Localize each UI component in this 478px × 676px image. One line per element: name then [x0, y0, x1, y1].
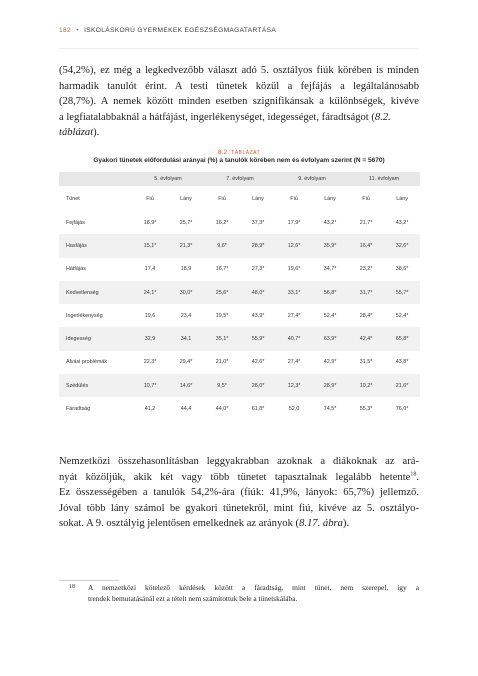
value-cell: 14,6* — [179, 382, 193, 389]
paragraph-line: harmadik tanulót érint. A testi tünetek közül a fejfájás a legáltalánosabb — [59, 80, 419, 92]
value-cell: 10,7* — [143, 382, 157, 389]
footnote-line: trendek bemutatásánál ezt a tételt nem számítottuk bele a tünetskálába. — [88, 594, 298, 604]
value-cell: 55,7* — [395, 289, 409, 296]
value-cell: 27,4* — [287, 312, 301, 319]
footnote-line: A nemzetközi kötelező kérdések között a fáradtság, mint tünet, nem szerepel, így a — [88, 583, 419, 592]
grade-header-5: 5. évfolyam — [132, 172, 204, 186]
value-cell: 32,9 — [144, 336, 156, 343]
table-corner — [59, 172, 132, 186]
running-head — [59, 27, 439, 34]
value-cell: 52,4* — [323, 312, 337, 319]
value-cell: 32,6* — [395, 242, 409, 249]
value-cell: 43,2* — [395, 219, 409, 226]
value-cell: 42,4* — [359, 336, 373, 343]
table-body — [59, 211, 420, 421]
table-caption — [59, 149, 419, 164]
value-cell: 21,3* — [179, 242, 193, 249]
value-cell: 65,8* — [395, 336, 409, 343]
table-row — [59, 258, 420, 281]
sex-header-boy: Fiú — [362, 195, 370, 202]
table-reference: 8.2. táblázat — [59, 111, 391, 138]
grade-header-11: 11. évfolyam — [348, 172, 420, 186]
table-row — [59, 351, 420, 374]
table-row — [59, 234, 420, 257]
figure-reference: 8.17. ábra — [299, 518, 343, 529]
sex-header-boy: Fiú — [146, 195, 154, 202]
value-cell: 63,9* — [323, 336, 337, 343]
value-cell: 52,4* — [395, 312, 409, 319]
value-cell: 41,2 — [144, 406, 156, 413]
symptom-label: Idegesség — [66, 336, 91, 343]
value-cell: 9,6* — [217, 242, 227, 249]
value-cell: 25,6* — [215, 289, 229, 296]
value-cell: 22,3* — [143, 359, 157, 366]
value-cell: 27,4* — [287, 359, 301, 366]
value-cell: 16,2* — [215, 219, 229, 226]
value-cell: 43,8* — [395, 359, 409, 366]
value-cell: 23,4 — [180, 312, 192, 319]
value-cell: 26,0* — [251, 382, 265, 389]
value-cell: 33,1* — [287, 289, 301, 296]
value-cell: 12,3* — [287, 382, 301, 389]
table-number: 8.2. TÁBLÁZAT — [217, 149, 261, 156]
symptom-label: Kedvetlenség — [66, 289, 99, 296]
value-cell: 16,7* — [215, 266, 229, 273]
grade-header-9: 9. évfolyam — [276, 172, 348, 186]
value-cell: 37,3* — [251, 219, 265, 226]
value-cell: 28,9* — [251, 242, 265, 249]
value-cell: 18,9* — [143, 219, 157, 226]
value-cell: 42,6* — [251, 359, 265, 366]
footnote-divider — [59, 580, 119, 581]
value-cell: 38,6* — [395, 266, 409, 273]
value-cell: 35,9* — [323, 242, 337, 249]
page-number: 182 — [59, 27, 72, 34]
sex-header-girl: Lány — [252, 195, 264, 202]
symptom-label: Ingerlékenység — [66, 312, 103, 319]
symptom-label: Fejfájás — [66, 219, 85, 226]
symptom-label: Szédülés — [66, 382, 89, 389]
value-cell: 43,9* — [251, 312, 265, 319]
paragraph-line: sokat. A 9. osztályig jelentősen emelkednek az arányok (8.17. ábra). — [59, 518, 350, 529]
symptom-label: Alvási problémák — [66, 359, 108, 366]
sex-header-boy: Fiú — [290, 195, 298, 202]
value-cell: 61,8* — [251, 406, 265, 413]
value-cell: 74,5* — [323, 406, 337, 413]
value-cell: 15,1* — [143, 242, 157, 249]
body-paragraph-1 — [59, 63, 419, 141]
paragraph-line: Jóval több lány számol be gyakori tünetekről, mint fiú, kivéve az 5. osztályo- — [59, 502, 419, 514]
value-cell: 43,2* — [323, 219, 337, 226]
value-cell: 28,4* — [359, 312, 373, 319]
value-cell: 19,6* — [287, 266, 301, 273]
footnote-number: 18 — [69, 584, 75, 590]
value-cell: 21,0* — [215, 359, 229, 366]
value-cell: 40,7* — [287, 336, 301, 343]
table-row — [59, 281, 420, 304]
sex-header-boy: Fiú — [218, 195, 226, 202]
body-paragraph-2 — [59, 454, 419, 532]
value-cell: 23,2* — [359, 266, 373, 273]
value-cell: 48,0* — [251, 289, 265, 296]
value-cell: 29,4* — [179, 359, 193, 366]
table-row — [59, 211, 420, 234]
grade-header-7: 7. évfolyam — [204, 172, 276, 186]
value-cell: 44,0* — [215, 406, 229, 413]
value-cell: 34,1 — [180, 336, 192, 343]
table-title: Gyakori tünetek előfordulási arányai (%) a tanulók körében nem és évfolyam szerint (N = 5670) — [93, 157, 385, 164]
value-cell: 55,9* — [251, 336, 265, 343]
table-row — [59, 374, 420, 397]
symptom-column-header: Tünet — [66, 195, 80, 202]
paragraph-line: a legfiatalabbaknál a hátfájást, ingerlékenységet, idegességet, fáradtságot (8.2. táblázat). — [59, 111, 391, 138]
footnote-reference: 18 — [410, 470, 417, 477]
value-cell: 18,9 — [180, 266, 192, 273]
symptom-label: Fáradtság — [66, 406, 91, 413]
value-cell: 9,5* — [217, 382, 227, 389]
value-cell: 19,6 — [144, 312, 156, 319]
paragraph-line: (54,2%), ez még a legkedvezőbb választ adó 5. osztályos fiúk körében is minden — [59, 65, 419, 76]
symptom-table — [59, 172, 420, 421]
value-cell: 16,4* — [359, 242, 373, 249]
value-cell: 27,3* — [251, 266, 265, 273]
value-cell: 35,1* — [215, 336, 229, 343]
value-cell: 30,0* — [179, 289, 193, 296]
value-cell: 10,2* — [359, 382, 373, 389]
value-cell: 24,1* — [143, 289, 157, 296]
running-head-title: ISKOLÁSKORÚ GYERMEKEK EGÉSZSÉGMAGATARTÁSA — [84, 27, 277, 34]
value-cell: 31,5* — [359, 359, 373, 366]
symptom-label: Hasfájás — [66, 242, 87, 249]
value-cell: 17,9* — [287, 219, 301, 226]
value-cell: 12,6* — [287, 242, 301, 249]
value-cell: 56,8* — [323, 289, 337, 296]
header-divider — [59, 48, 419, 49]
value-cell: 76,0* — [395, 406, 409, 413]
table-row — [59, 397, 420, 420]
value-cell: 19,5* — [215, 312, 229, 319]
value-cell: 34,7* — [323, 266, 337, 273]
paragraph-line: (28,7%). A nemek között minden esetben szignifikánsak a különbségek, kivéve — [59, 96, 419, 107]
paragraph-line: nyát közöljük, akik két vagy több tünetet tapasztalnak legalább hetente$^{18}$. — [59, 470, 419, 483]
value-cell: 42,9* — [323, 359, 337, 366]
sex-header-girl: Lány — [180, 195, 192, 202]
sex-header-girl: Lány — [396, 195, 408, 202]
value-cell: 52,0 — [288, 406, 300, 413]
value-cell: 44,4 — [180, 406, 192, 413]
symptom-label: Hátfájás — [66, 266, 86, 273]
value-cell: 55,3* — [359, 406, 373, 413]
sex-header-girl: Lány — [324, 195, 336, 202]
table-row — [59, 304, 420, 327]
running-head-separator: • — [76, 27, 79, 34]
value-cell: 21,6* — [395, 382, 409, 389]
value-cell: 21,7* — [359, 219, 373, 226]
value-cell: 31,7* — [359, 289, 373, 296]
value-cell: 17,4 — [144, 266, 156, 273]
value-cell: 25,7* — [179, 219, 193, 226]
table-row — [59, 327, 420, 350]
paragraph-line: Nemzetközi összehasonlításban leggyakrabban azoknak a diákoknak az ará- — [59, 456, 419, 467]
value-cell: 28,9* — [323, 382, 337, 389]
footnote — [59, 582, 419, 605]
paragraph-line: Ez összességében a tanulók 54,2%-ára (fiúk: 41,9%, lányok: 65,7%) jellemző. — [59, 487, 419, 498]
